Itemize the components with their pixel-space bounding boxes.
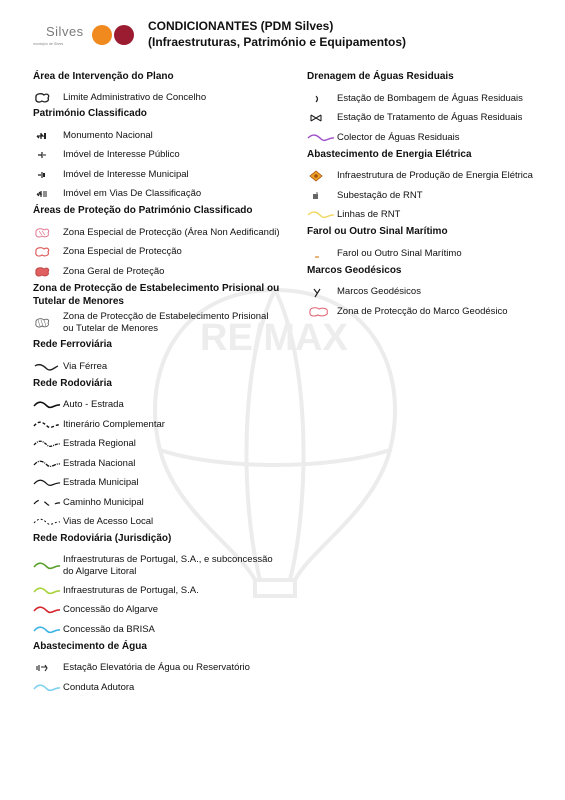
special-protection-zone-icon	[33, 246, 51, 258]
ip-line-icon	[33, 585, 61, 597]
monument-icon	[33, 130, 51, 142]
power-line-icon	[307, 209, 335, 221]
svg-text:RE/MAX: RE/MAX	[200, 317, 348, 359]
legend-item: Farol ou Outro Sinal Marítimo	[307, 244, 552, 264]
legend-item: Infraestruturas de Portugal, S.A., e subconcessão do Algarve Litoral	[33, 551, 283, 581]
brisa-concession-line-icon	[33, 624, 61, 636]
legend-left-column	[33, 70, 283, 698]
legend-item: Infraestruturas de Portugal, S.A.	[33, 581, 283, 601]
legend-item: Estrada Regional	[33, 435, 283, 455]
algarve-concession-line-icon	[33, 604, 61, 616]
legend-item: Zona de Protecção de Estabelecimento Prisional ou Tutelar de Menores	[33, 308, 283, 338]
legend-item: Vias de Acesso Local	[33, 513, 283, 533]
section-title: Abastecimento de Energia Elétrica	[307, 148, 472, 160]
legend-item: Estrada Municipal	[33, 474, 283, 494]
legend-item: Concessão do Algarve	[33, 601, 283, 621]
power-production-icon	[307, 170, 325, 182]
section-title: Rede Rodoviária (Jurisdição)	[33, 533, 172, 544]
section-title: Áreas de Proteção do Património Classificado	[33, 205, 253, 216]
legend-item: Subestação de RNT	[307, 186, 552, 206]
legend-item: Monumento Nacional	[33, 126, 283, 146]
legend-right-column	[307, 70, 552, 322]
sewage-treatment-plant-icon	[307, 112, 325, 124]
motorway-line-icon	[33, 399, 61, 411]
legend-item: Infraestrutura de Produção de Energia Elétrica	[307, 167, 552, 187]
railway-line-icon	[33, 361, 61, 373]
legend-item: Imóvel de Interesse Público	[33, 146, 283, 166]
regional-road-line-icon	[33, 438, 61, 450]
municipal-road-line-icon	[33, 477, 61, 489]
municipal-path-line-icon	[33, 497, 61, 509]
section-title: Zona de Protecção de Estabelecimento Prisional ou Tutelar de Menores	[33, 283, 280, 307]
public-interest-icon	[33, 149, 51, 161]
section-title: Rede Ferroviária	[33, 339, 112, 350]
local-access-road-line-icon	[33, 516, 61, 528]
municipal-interest-icon	[33, 169, 51, 181]
substation-icon	[307, 190, 325, 202]
legend-item: Colector de Águas Residuais	[307, 128, 552, 148]
legend-item: Itinerário Complementar	[33, 415, 283, 435]
legend-item: Concessão da BRISA	[33, 620, 283, 640]
geodesic-marker-icon	[307, 286, 325, 298]
castle-emblem-icon	[114, 25, 134, 45]
legend-item: Zona de Protecção do Marco Geodésico	[307, 302, 552, 322]
section-title: Património Classificado	[33, 108, 147, 119]
section-title: Área de Intervenção do Plano	[33, 71, 174, 82]
section-title: Drenagem de Águas Residuais	[307, 71, 454, 82]
section-title: Abastecimento de Água	[33, 640, 147, 652]
orange-emblem-icon	[92, 25, 112, 45]
logo-text: Silves	[46, 24, 84, 39]
legend-item: Zona Especial de Protecção (Área Non Aedificandi)	[33, 223, 283, 243]
boundary-outline-icon	[33, 92, 51, 104]
legend-item: Conduta Adutora	[33, 678, 283, 698]
section-title: Farol ou Outro Sinal Marítimo	[307, 226, 448, 237]
legend-item: Limite Administrativo de Concelho	[33, 88, 283, 107]
legend-item: Imóvel de Interesse Municipal	[33, 165, 283, 185]
legend-item: Marcos Geodésicos	[307, 283, 552, 303]
logo-subtext: município de Silves	[33, 42, 64, 46]
water-main-line-icon	[33, 682, 61, 694]
legend-item: Estrada Nacional	[33, 454, 283, 474]
general-protection-zone-icon	[33, 266, 51, 278]
water-pumping-station-icon	[33, 662, 51, 674]
ip-subconcession-line-icon	[33, 560, 61, 572]
legend-item: Linhas de RNT	[307, 206, 552, 226]
silves-logo	[30, 22, 140, 52]
legend-item: Via Férrea	[33, 357, 283, 377]
legend-item: Estação de Bombagem de Águas Residuais	[307, 89, 552, 109]
legend-item: Zona Geral de Proteção	[33, 262, 283, 282]
legend-item: Auto - Estrada	[33, 396, 283, 416]
lighthouse-icon	[307, 248, 325, 260]
legend-item: Imóvel em Vias De Classificação	[33, 185, 283, 205]
page-title: CONDICIONANTES (PDM Silves) (Infraestruturas, Património e Equipamentos)	[148, 19, 407, 49]
legend-item: Zona Especial de Protecção	[33, 243, 283, 263]
national-road-line-icon	[33, 458, 61, 470]
page-header	[30, 18, 550, 58]
sewer-collector-line-icon	[307, 132, 335, 144]
legend-item: Caminho Municipal	[33, 493, 283, 513]
section-title: Marcos Geodésicos	[307, 264, 402, 276]
classification-pending-icon	[33, 188, 51, 200]
geodesic-protection-zone-icon	[307, 306, 331, 318]
prison-zone-icon	[33, 316, 51, 330]
complementary-route-line-icon	[33, 419, 61, 431]
legend-item: Estação Elevatória de Água ou Reservatório	[33, 659, 283, 679]
legend-item: Estação de Tratamento de Águas Residuais	[307, 109, 552, 129]
section-title: Rede Rodoviária	[33, 377, 112, 389]
sewage-pumping-station-icon	[307, 93, 325, 105]
non-aedificandi-zone-icon	[33, 227, 51, 239]
